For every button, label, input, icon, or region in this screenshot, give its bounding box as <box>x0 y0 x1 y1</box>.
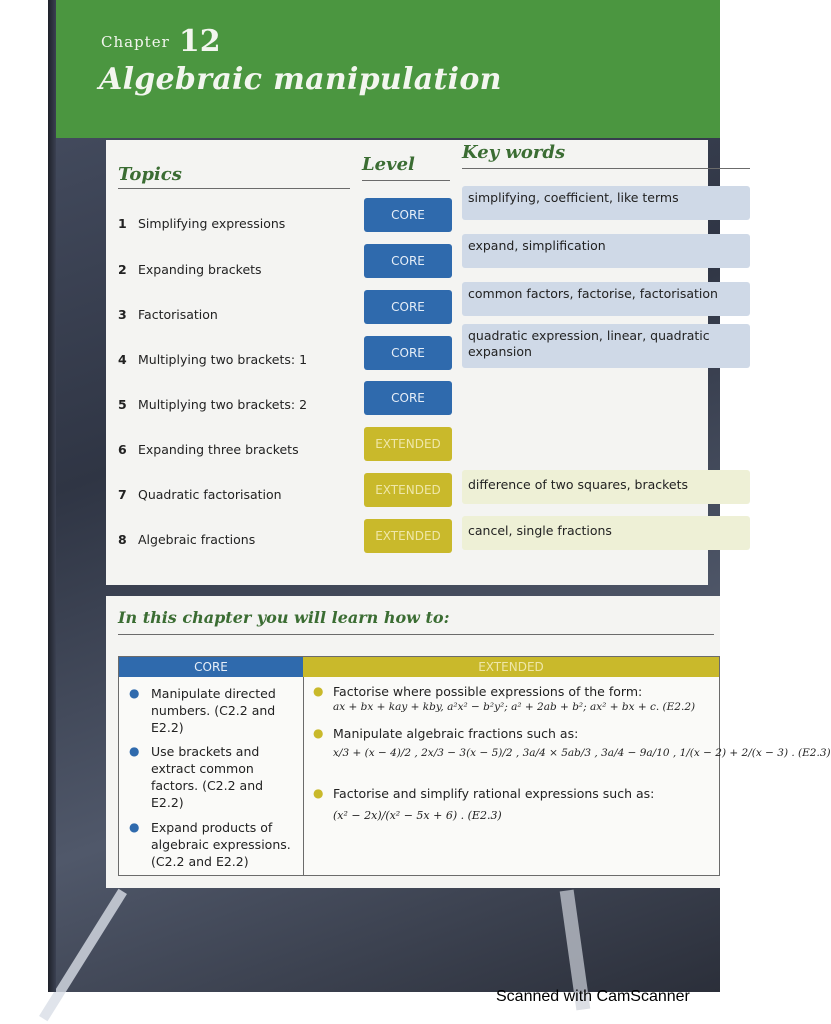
extended-objective-2: ● Manipulate algebraic fractions such as: <box>313 726 579 741</box>
extended-column-header: EXTENDED <box>303 657 719 677</box>
learning-objectives-panel <box>106 596 831 888</box>
level-column-header: Level <box>362 154 415 175</box>
learn-heading: In this chapter you will learn how to: <box>118 608 450 627</box>
core-objective-1: ● Manipulate directed numbers. (C2.2 and E2.2) <box>129 686 276 735</box>
topics-panel <box>106 140 718 585</box>
topic-row-5: 5 Multiplying two brackets: 2 <box>118 397 308 412</box>
level-badge: EXTENDED <box>364 519 452 553</box>
textbook-page <box>48 0 831 992</box>
keywords-cell: simplifying, coefficient, like terms <box>462 186 750 220</box>
chapter-word: Chapter <box>101 33 170 51</box>
math-expression: x/3 + (x − 4)/2 , 2x/3 − 3(x − 5)/2 , 3a/4 × 5ab/3 , 3a/4 − 9a/10 , 1/(x − 2) + 2/(x − 3) . (E2.3) <box>333 747 831 759</box>
level-badge: EXTENDED <box>364 427 452 461</box>
keywords-cell: difference of two squares, brackets <box>462 470 750 504</box>
chapter-title: Algebraic manipulation <box>99 62 502 97</box>
keywords-cell: cancel, single fractions <box>462 516 750 550</box>
bullet-icon: ● <box>313 786 324 800</box>
topic-row-2: 2 Expanding brackets <box>118 262 262 277</box>
book-spine-shadow <box>48 0 56 992</box>
scanner-watermark: Scanned with CamScanner <box>496 988 690 1005</box>
column-divider <box>303 677 304 875</box>
level-badge: CORE <box>364 381 452 415</box>
level-badge: CORE <box>364 336 452 370</box>
keywords-cell: quadratic expression, linear, quadratic expansion <box>462 324 750 368</box>
divider <box>118 634 714 635</box>
divider <box>362 180 450 181</box>
objectives-table <box>118 656 831 876</box>
topic-row-1: 1 Simplifying expressions <box>118 216 286 231</box>
level-badge: CORE <box>364 290 452 324</box>
keywords-column-header: Key words <box>462 142 566 163</box>
level-badge: EXTENDED <box>364 473 452 507</box>
math-expression: (x² − 2x)/(x² − 5x + 6) . (E2.3) <box>333 809 502 822</box>
topic-row-3: 3 Factorisation <box>118 307 218 322</box>
level-badge: CORE <box>364 244 452 278</box>
bullet-icon: ● <box>129 820 140 834</box>
keywords-cell: expand, simplification <box>462 234 750 268</box>
bullet-icon: ● <box>313 684 324 698</box>
topic-row-7: 7 Quadratic factorisation <box>118 487 282 502</box>
divider <box>118 188 350 189</box>
extended-objective-3: ● Factorise and simplify rational expressions such as: <box>313 786 655 801</box>
chapter-label <box>101 24 221 59</box>
extended-objective-1: ● Factorise where possible expressions of the form: <box>313 684 643 699</box>
topics-column-header: Topics <box>118 164 182 185</box>
level-badge: CORE <box>364 198 452 232</box>
bullet-icon: ● <box>129 744 140 758</box>
divider <box>462 168 750 169</box>
bullet-icon: ● <box>129 686 140 700</box>
chapter-number: 12 <box>178 24 221 59</box>
topic-row-8: 8 Algebraic fractions <box>118 532 256 547</box>
core-objective-3: ● Expand products of algebraic expressions. (C2.2 and E2.2) <box>129 820 291 869</box>
core-objective-2: ● Use brackets and extract common factors. (C2.2 and E2.2) <box>129 744 264 810</box>
math-expression: ax + bx + kay + kby, a²x² − b²y²; a² + 2ab + b²; ax² + bx + c. (E2.2) <box>333 701 696 713</box>
topic-row-6: 6 Expanding three brackets <box>118 442 299 457</box>
bullet-icon: ● <box>313 726 324 740</box>
keywords-cell: common factors, factorise, factorisation <box>462 282 750 316</box>
topic-row-4: 4 Multiplying two brackets: 1 <box>118 352 308 367</box>
core-column-header: CORE <box>119 657 303 677</box>
chapter-header <box>56 0 720 138</box>
